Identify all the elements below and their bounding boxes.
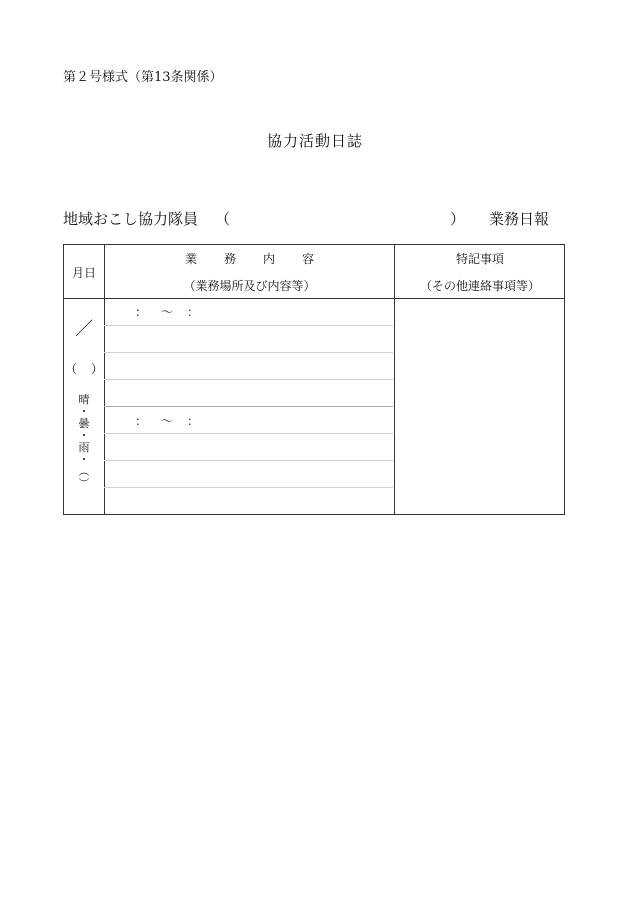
notes-content-area[interactable] <box>395 299 565 515</box>
notes-header-title: 特記事項 <box>455 252 504 266</box>
weather-separator: ・ <box>78 453 90 466</box>
time-range-afternoon[interactable]: ： ～ ： <box>134 414 199 428</box>
weather-rainy[interactable]: 雨 <box>78 441 90 454</box>
weather-separator: ・ <box>78 405 90 418</box>
member-name-close-paren: ） <box>450 210 466 228</box>
weather-separator: ・ <box>78 429 90 442</box>
task-header-char: 内 <box>263 252 276 266</box>
weekday-field[interactable] <box>64 360 104 377</box>
weather-cloudy[interactable]: 曇 <box>78 417 90 430</box>
task-header-char: 容 <box>302 252 315 266</box>
activity-log-table <box>63 244 565 515</box>
task-header-char: 業 <box>184 252 197 266</box>
weekday-close-paren: ） <box>91 362 104 376</box>
weather-sunny[interactable]: 晴 <box>78 393 90 406</box>
task-column-header <box>105 250 394 294</box>
date-column-header: 月日 <box>71 266 96 280</box>
document-title: 協力活動日誌 <box>266 132 363 150</box>
member-line <box>63 208 565 228</box>
member-name-open-paren: （ <box>215 210 231 228</box>
task-header-sub: （業務場所及び内容等） <box>183 279 316 293</box>
weather-other-close: ︶ <box>78 477 90 490</box>
notes-header-sub: （その他連絡事項等） <box>419 279 540 293</box>
time-range-morning[interactable]: ： ～ ： <box>134 305 199 319</box>
notes-column-header <box>395 250 565 294</box>
form-number: 第２号様式（第13条関係） <box>63 70 223 85</box>
member-label: 地域おこし協力隊員 <box>63 210 199 228</box>
weather-other-open: ︵ <box>78 465 90 478</box>
task-content-area[interactable] <box>105 299 394 515</box>
task-header-char: 務 <box>223 252 236 266</box>
report-label: 業務日報 <box>488 210 549 228</box>
date-slash: ／ <box>75 319 93 340</box>
weekday-open-paren: （ <box>64 362 77 376</box>
weather-options[interactable] <box>64 394 104 490</box>
